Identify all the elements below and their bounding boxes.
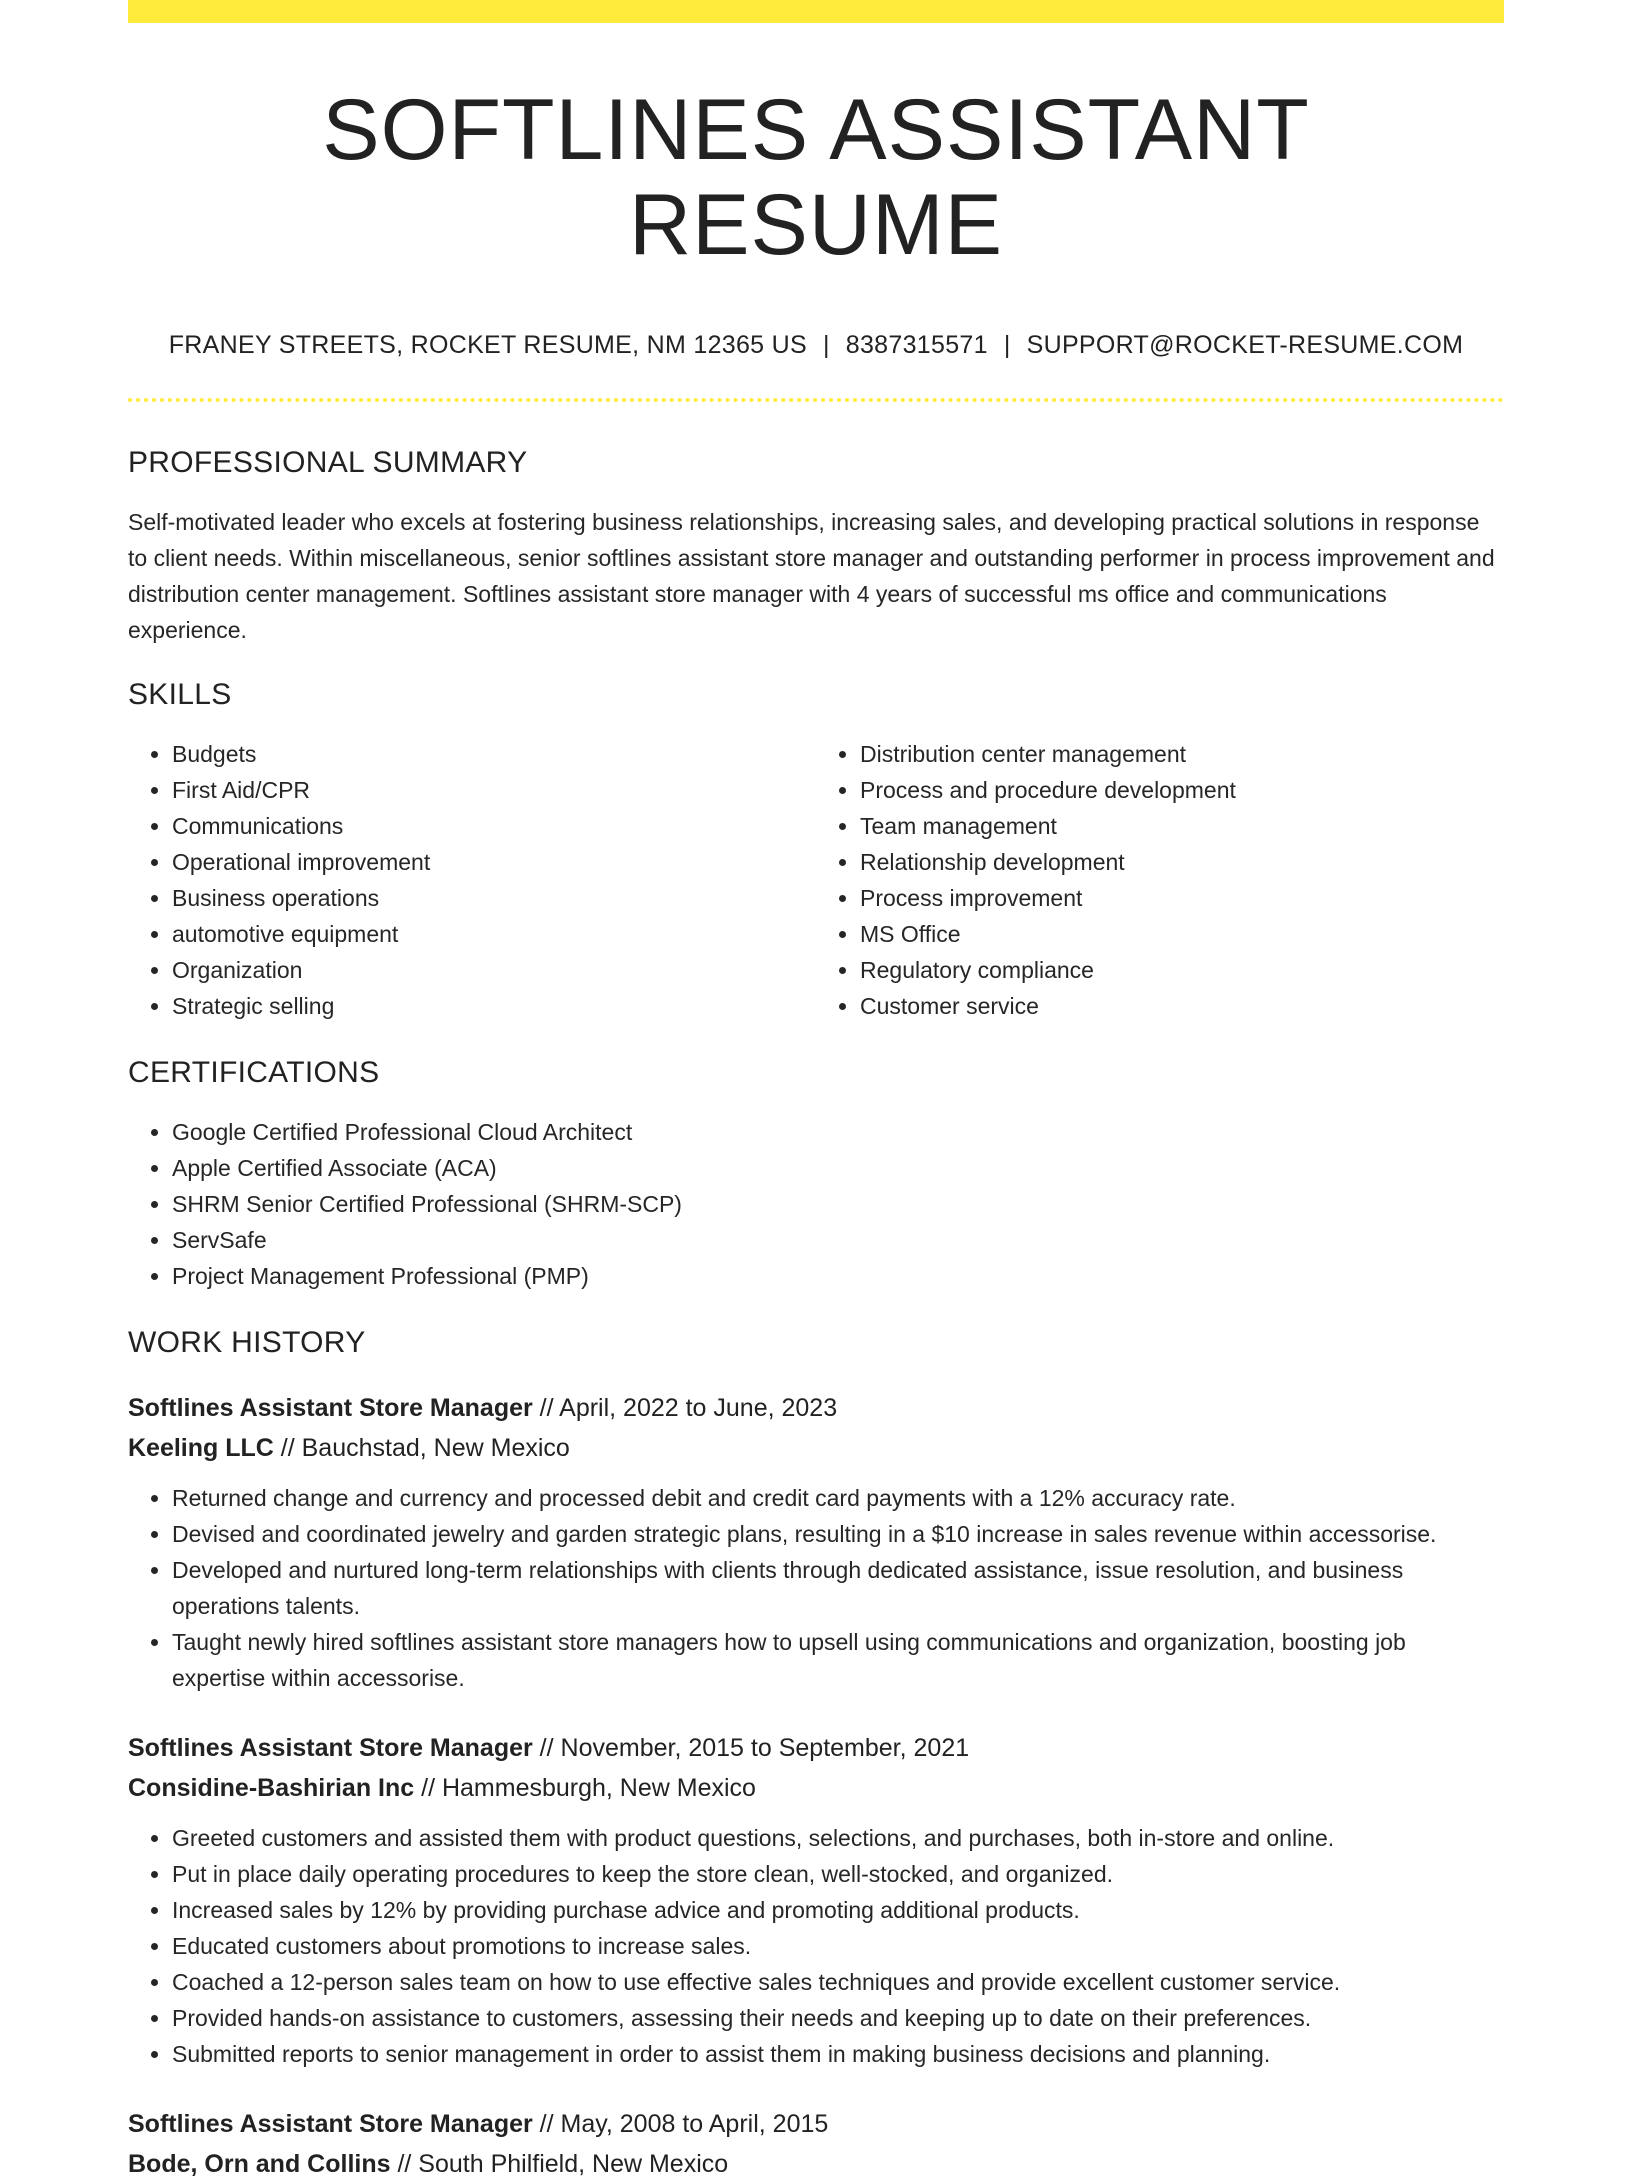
contact-separator: | [1003, 331, 1011, 360]
skill-item: • Budgets [172, 736, 816, 772]
job-role-line [128, 2104, 1504, 2144]
job-bullet: • Put in place daily operating procedures to keep the store clean, well-stocked, and organized. [172, 1856, 1504, 1892]
job-company-line [128, 2144, 1504, 2184]
job-entry [128, 1728, 1504, 2072]
job-bullet: • Devised and coordinated jewelry and garden strategic plans, resulting in a $10 increase in sales revenue within accessorise. [172, 1516, 1504, 1552]
job-company-line [128, 1768, 1504, 1808]
skill-item: • Regulatory compliance [860, 952, 1504, 988]
contact-line [128, 330, 1504, 360]
skill-item: • automotive equipment [172, 916, 816, 952]
job-company: Keeling LLC [128, 1434, 274, 1463]
job-role-line [128, 1388, 1504, 1428]
job-dates: // May, 2008 to April, 2015 [532, 2110, 829, 2139]
work-history-heading: WORK HISTORY [128, 1326, 366, 1360]
work-history-list [128, 1388, 1504, 2184]
skill-item: • Organization [172, 952, 816, 988]
skills-list-left [128, 736, 816, 1024]
job-role: Softlines Assistant Store Manager [128, 2110, 533, 2139]
job-bullet: • Taught newly hired softlines assistant store managers how to upsell using communications and organization, boosting job expertise within accessorise. [172, 1624, 1504, 1696]
skill-item: • Process improvement [860, 880, 1504, 916]
skill-item: • Process and procedure development [860, 772, 1504, 808]
skill-item: • First Aid/CPR [172, 772, 816, 808]
job-role-line [128, 1728, 1504, 1768]
top-accent-bar [128, 0, 1504, 23]
job-role: Softlines Assistant Store Manager [128, 1734, 533, 1763]
certifications-list [128, 1114, 1504, 1294]
skill-item: • Team management [860, 808, 1504, 844]
contact-address: FRANEY STREETS, ROCKET RESUME, NM 12365 US [168, 331, 807, 360]
skill-item: • Relationship development [860, 844, 1504, 880]
job-bullet: • Educated customers about promotions to increase sales. [172, 1928, 1504, 1964]
job-company: Considine-Bashirian Inc [128, 1774, 415, 1803]
skill-item: • Communications [172, 808, 816, 844]
job-bullet: • Provided hands-on assistance to customers, assessing their needs and keeping up to date on their preferences. [172, 2000, 1504, 2036]
job-bullet: • Greeted customers and assisted them with product questions, selections, and purchases, both in-store and online. [172, 1820, 1504, 1856]
certification-item: • SHRM Senior Certified Professional (SHRM-SCP) [172, 1186, 1504, 1222]
job-bullet: • Returned change and currency and processed debit and credit card payments with a 12% accuracy rate. [172, 1480, 1504, 1516]
job-bullet: • Developed and nurtured long-term relationships with clients through dedicated assistance, issue resolution, and business operations talents. [172, 1552, 1504, 1624]
job-bullets [128, 1480, 1504, 1696]
contact-phone: 8387315571 [845, 331, 988, 360]
skill-item: • Business operations [172, 880, 816, 916]
skill-item: • Customer service [860, 988, 1504, 1024]
certification-item: • Apple Certified Associate (ACA) [172, 1150, 1504, 1186]
summary-text: Self-motivated leader who excels at fostering business relationships, increasing sales, and developing practical solutions in response to client needs. Within miscellaneous, senior softlines assistant store manager and outstanding performer in process improvement and distribution center management. Softlines assistant store manager with 4 years of successful ms office and communications experience. [128, 509, 1495, 644]
skill-item: • Strategic selling [172, 988, 816, 1024]
certifications-heading: CERTIFICATIONS [128, 1056, 380, 1090]
job-bullets [128, 1820, 1504, 2072]
job-bullet: • Coached a 12-person sales team on how to use effective sales techniques and provide excellent customer service. [172, 1964, 1504, 2000]
job-location: // Bauchstad, New Mexico [273, 1434, 570, 1463]
summary-heading: PROFESSIONAL SUMMARY [128, 446, 528, 480]
job-bullet: • Submitted reports to senior management in order to assist them in making business decisions and planning. [172, 2036, 1504, 2072]
contact-email: SUPPORT@ROCKET-RESUME.COM [1026, 331, 1464, 360]
job-role: Softlines Assistant Store Manager [128, 1394, 533, 1423]
skills-list-right [816, 736, 1504, 1024]
job-entry [128, 2104, 1504, 2184]
job-location: // South Philfield, New Mexico [390, 2150, 729, 2179]
certification-item: • ServSafe [172, 1222, 1504, 1258]
job-entry [128, 1388, 1504, 1696]
resume-title: SOFTLINES ASSISTANT RESUME [322, 82, 1310, 273]
job-company-line [128, 1428, 1504, 1468]
job-location: // Hammesburgh, New Mexico [414, 1774, 756, 1803]
job-dates: // November, 2015 to September, 2021 [532, 1734, 970, 1763]
job-company: Bode, Orn and Collins [128, 2150, 391, 2179]
job-bullet: • Increased sales by 12% by providing purchase advice and promoting additional products. [172, 1892, 1504, 1928]
skills-columns [128, 736, 1504, 1024]
dotted-divider [128, 398, 1504, 402]
certification-item: • Google Certified Professional Cloud Architect [172, 1114, 1504, 1150]
certification-item: • Project Management Professional (PMP) [172, 1258, 1504, 1294]
skills-heading: SKILLS [128, 678, 232, 712]
job-dates: // April, 2022 to June, 2023 [532, 1394, 838, 1423]
skill-item: • MS Office [860, 916, 1504, 952]
contact-separator: | [822, 331, 830, 360]
skill-item: • Operational improvement [172, 844, 816, 880]
skill-item: • Distribution center management [860, 736, 1504, 772]
resume-page [128, 0, 1504, 2184]
